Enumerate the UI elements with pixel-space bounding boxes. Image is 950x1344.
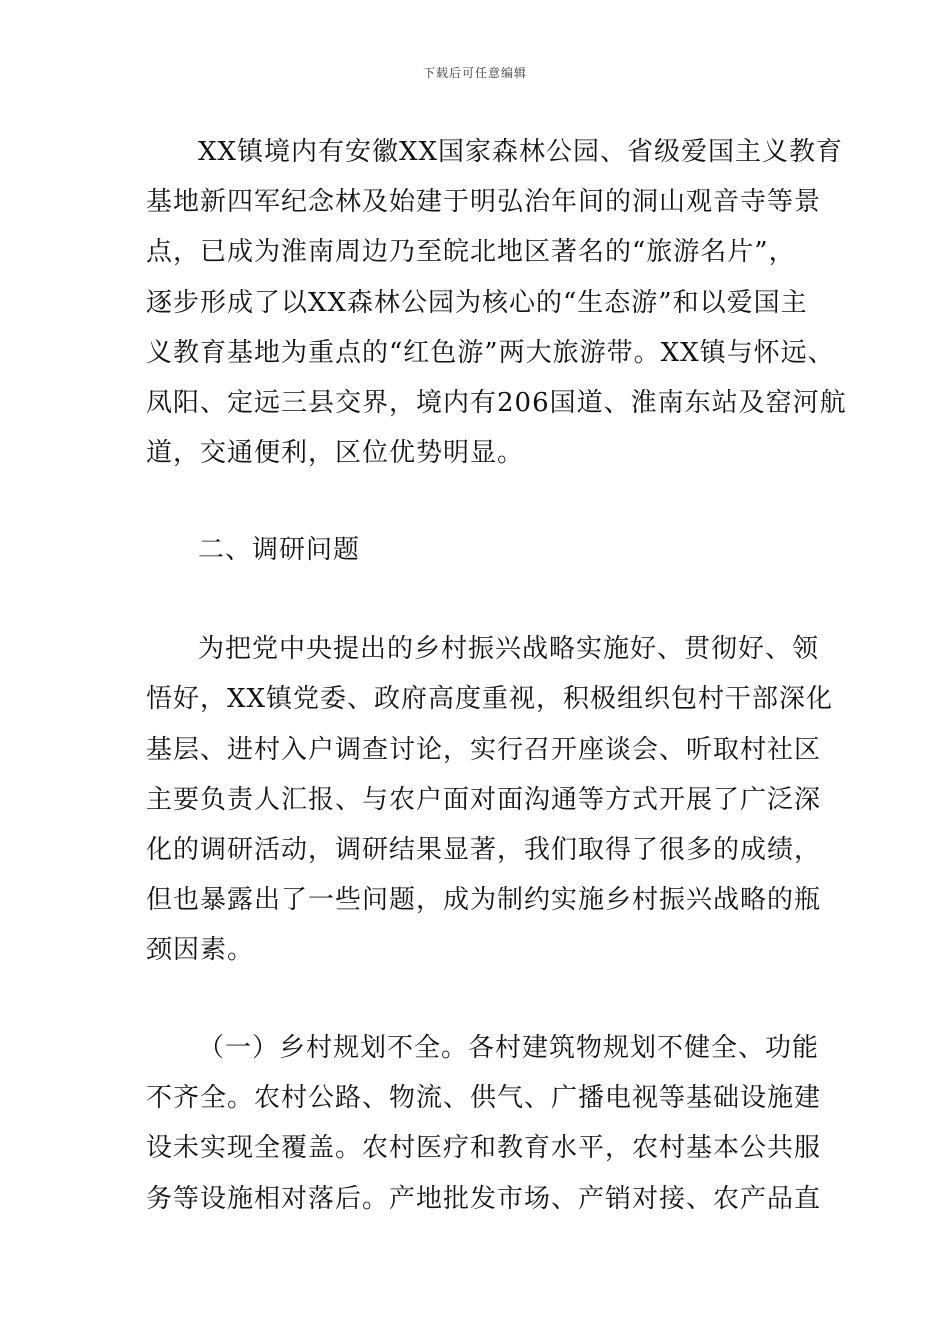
text-line: 颈因素。 bbox=[146, 935, 255, 965]
text-line: 但也暴露出了一些问题，成为制约实施乡村振兴战略的瓶 bbox=[146, 885, 822, 915]
page-header: 下载后可任意编辑 bbox=[422, 66, 527, 80]
text-line: 化的调研活动，调研结果显著，我们取得了很多的成绩， bbox=[146, 835, 822, 865]
text-line: 设未实现全覆盖。农村医疗和教育水平，农村基本公共服 bbox=[146, 1133, 822, 1163]
text-line: 不齐全。农村公路、物流、供气、广播电视等基础设施建 bbox=[146, 1083, 822, 1113]
text-line: 基地新四军纪念林及始建于明弘治年间的洞山观音寺等景 bbox=[146, 187, 822, 217]
text-line: （一）乡村规划不全。各村建筑物规划不健全、功能 bbox=[198, 1033, 820, 1063]
text-line: 道，交通便利，区位优势明显。 bbox=[146, 438, 525, 468]
text-line: 逐步形成了以XX森林公园为核心的“生态游”和以爱国主 bbox=[146, 288, 808, 318]
heading-text: 二、调研问题 bbox=[198, 535, 361, 565]
text-line: 基层、进村入户调查讨论，实行召开座谈会、听取村社区 bbox=[146, 735, 822, 765]
text-line: 点，已成为淮南周边乃至皖北地区著名的“旅游名片”， bbox=[146, 237, 796, 267]
text-line: 凤阳、定远三县交界，境内有206国道、淮南东站及窑河航 bbox=[146, 388, 847, 418]
text-line: XX镇境内有安徽XX国家森林公园、省级爱国主义教育 bbox=[198, 137, 844, 167]
text-line: 务等设施相对落后。产地批发市场、产销对接、农产品直 bbox=[146, 1184, 822, 1214]
text-line: 为把党中央提出的乡村振兴战略实施好、贯彻好、领 bbox=[198, 634, 820, 664]
text-line: 悟好，XX镇党委、政府高度重视，积极组织包村干部深化 bbox=[146, 684, 834, 714]
text-line: 义教育基地为重点的“红色游”两大旅游带。XX镇与怀远、 bbox=[146, 338, 835, 368]
text-line: 主要负责人汇报、与农户面对面沟通等方式开展了广泛深 bbox=[146, 785, 822, 815]
